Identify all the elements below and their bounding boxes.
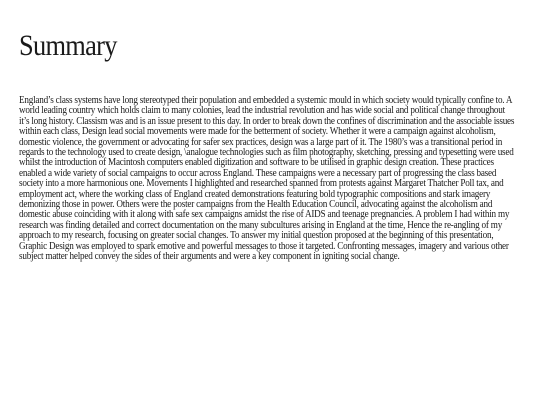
slide-title: Summary — [19, 29, 117, 62]
summary-body-text: England’s class systems have long stereotyped their population and embedded a systemic mould in which society would typically confine to. A world leading country which holds claim to many colonies, lead the industrial revolution and has wide social and political change throughout it’s long history. Classism was and is an issue present to this day. In order to break down the confines of discrimination and the associable issues within each class, Design lead social movements were made for the betterment of society. Whether it were a campaign against alcoholism, domestic violence, the government or advocating for safer sex practices, design was a large part of it. The 1980’s was a transitional period in regards to the technology used to create design, \analogue technologies such as film photography, sketching, pressing and typesetting were used whilst the introduction of Macintosh computers enabled digitization and software to be utilised in graphic design creation. These practices enabled a wide variety of social campaigns to occur across England. These campaigns were a necessary part of progressing the class based society into a more harmonious one. Movements I highlighted and researched spanned from protests against Margaret Thatcher Poll tax, and employment act, where the working class of England created demonstrations featuring bold typographic compositions and stark imagery demonizing those in power. Others were the poster campaigns from the Health Education Council, advocating against the alcoholism and domestic abuse coinciding with it along with safe sex campaigns amidst the rise of AIDS and teenage pregnancies. A problem I had within my research was finding detailed and correct documentation on the many subcultures arising in England at the time, Hence the re-angling of my approach to my research, focusing on greater social changes. To answer my initial question proposed at the beginning of this presentation, Graphic Design was employed to spark emotive and powerful messages to those it targeted. Confronting messages, imagery and various other subject matter helped convey the sides of their arguments and were a key component in igniting social change. — [19, 95, 515, 263]
